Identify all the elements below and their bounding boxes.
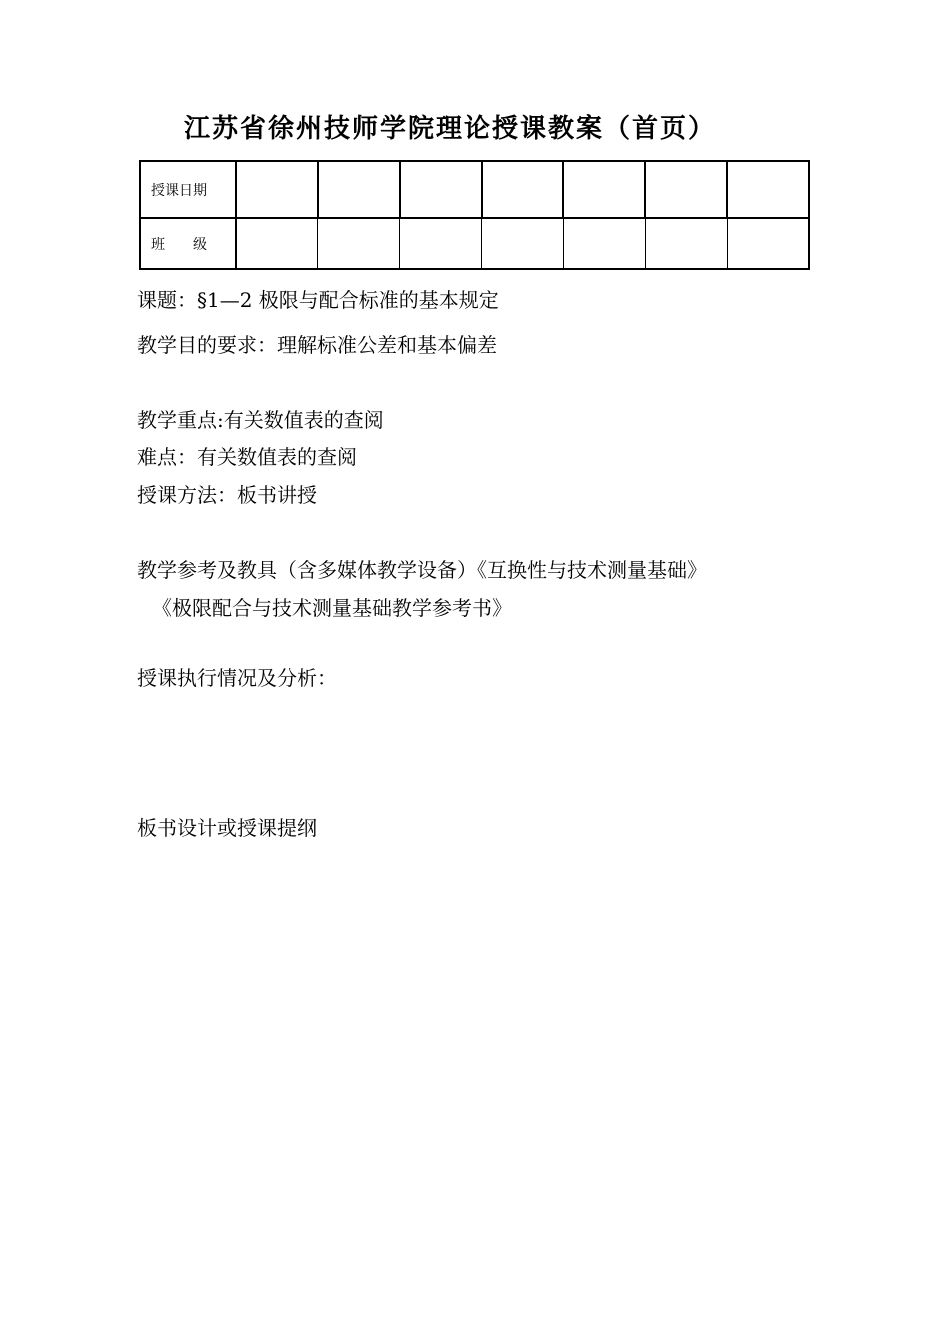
document-title: 江苏省徐州技师学院理论授课教案（首页） [183, 114, 716, 144]
lesson-reference-1: 教学参考及教具（含多媒体教学设备）《互换性与技术测量基础》 [137, 558, 707, 582]
table-cell [318, 218, 400, 269]
table-cell [645, 218, 727, 269]
table-cell [400, 218, 482, 269]
table-cell [236, 161, 318, 218]
table-label-class: 班 级 [140, 218, 236, 269]
lesson-difficulty: 难点：有关数值表的查阅 [137, 445, 357, 469]
table-cell [727, 161, 809, 218]
table-cell [482, 161, 564, 218]
table-cell [645, 161, 727, 218]
lesson-topic: 课题：§1—2 极限与配合标准的基本规定 [137, 288, 499, 312]
lesson-goal: 教学目的要求：理解标准公差和基本偏差 [137, 333, 497, 357]
lesson-reference-2: 《极限配合与技术测量基础教学参考书》 [152, 596, 512, 620]
table-cell [400, 161, 482, 218]
table-row-date [140, 161, 809, 218]
table-row-class [140, 218, 809, 269]
lesson-design: 板书设计或授课提纲 [137, 816, 317, 840]
lesson-execution: 授课执行情况及分析： [137, 666, 337, 690]
table-cell [727, 218, 809, 269]
lesson-focus: 教学重点:有关数值表的查阅 [137, 408, 384, 432]
table-label-date: 授课日期 [140, 161, 236, 218]
table-cell [563, 161, 645, 218]
table-cell [236, 218, 318, 269]
schedule-table [139, 160, 810, 270]
table-cell [563, 218, 645, 269]
table-cell [482, 218, 564, 269]
lesson-method: 授课方法：板书讲授 [137, 483, 317, 507]
table-cell [318, 161, 400, 218]
